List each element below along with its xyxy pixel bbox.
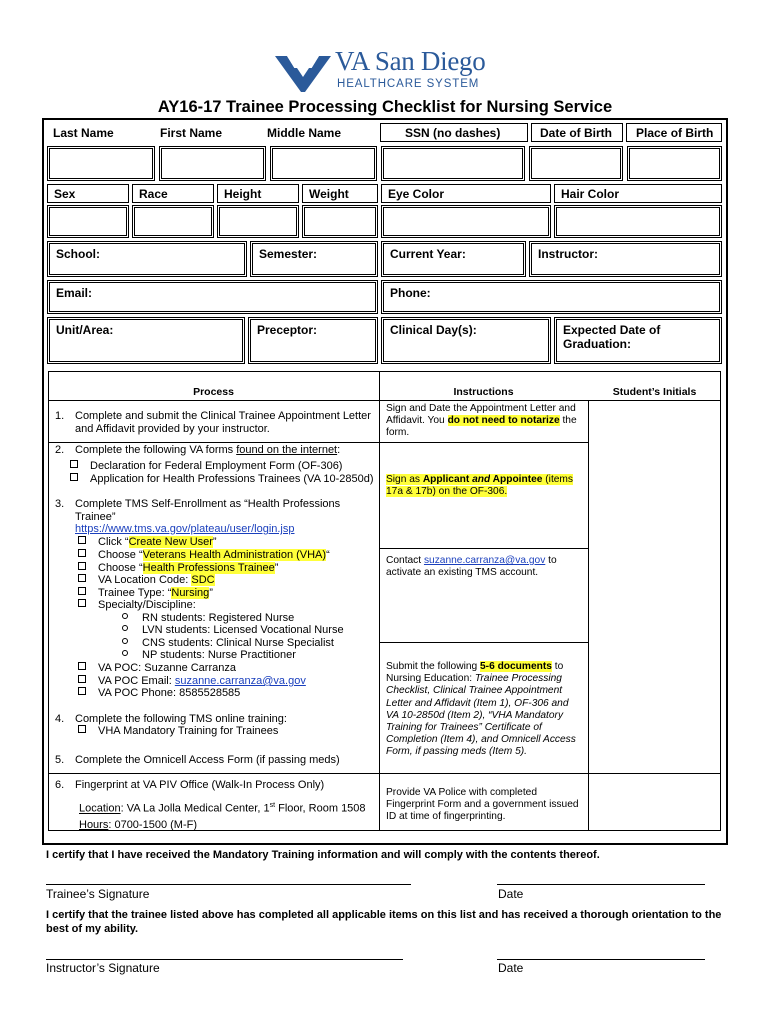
bullet-circle-icon [122,625,128,631]
org-subtitle: HEALTHCARE SYSTEM [337,78,480,90]
step-3-checklist-item [78,574,215,587]
step-1-text: Complete and submit the Clinical Trainee Appointment Letter and Affidavit provided by your instructor. [75,410,371,435]
last-name-label: Last Name [53,126,114,140]
clinical-days-field[interactable] [381,317,551,364]
checkbox-icon[interactable] [78,549,86,557]
step-2-text [75,444,375,457]
instruction-4-mid: to Nursing Education: [386,661,564,685]
step-3-checklist-item [78,536,217,549]
instructor-date-line[interactable] [497,959,705,960]
height-label: Height [224,187,262,201]
instruction-2-end: (items 17a & 17b) on the OF-306. [386,474,574,498]
sex-field[interactable] [47,205,129,238]
instructions-column-header: Instructions [453,386,514,398]
location-code-pre: VA Location Code: [98,574,192,586]
poc-email-link[interactable]: suzanne.carranza@va.gov [174,675,306,687]
checkbox-icon[interactable] [78,599,86,607]
unit-area-field[interactable] [47,317,245,364]
instructor-signature-line[interactable] [46,959,403,960]
checkbox-icon[interactable] [78,574,86,582]
process-column-header: Process [193,386,234,398]
last-name-field[interactable] [47,146,155,181]
np-text: NP students: Nurse Practitioner [142,649,296,661]
of-306-item: Declaration for Federal Employment Form (OF-306) [90,460,343,472]
step-2-post: : [337,444,341,456]
clinical-days-label: Clinical Day(s): [390,323,477,337]
first-name-field[interactable] [159,146,266,181]
documents-count-text: 5-6 documents [480,661,552,672]
hours-label: Hours [79,819,109,831]
table-divider [379,642,588,643]
step-number: 3. [55,498,65,510]
instructor-signature-label: Instructor’s Signature [46,961,160,975]
location-text: : VA La Jolla Medical Center, 1 [120,802,270,815]
choose-post: “ [326,549,330,561]
middle-name-label: Middle Name [267,126,342,140]
trainee-type-text: Nursing [171,587,210,599]
instructor-certification: I certify that the trainee listed above has completed all applicable items on this list and has received a thorough orientation to the best of my ability. [46,909,722,935]
checkbox-icon[interactable] [70,460,78,468]
vha-training-text: VHA Mandatory Training for Trainees [98,725,279,737]
phone-field[interactable] [381,280,722,314]
weight-header [302,184,378,203]
poc-phone-text: VA POC Phone: 8585528585 [98,687,241,699]
click-pre: Click “ [98,536,129,548]
va-emblem-icon [273,50,333,94]
and-text: and [472,474,491,485]
dob-field[interactable] [529,146,623,181]
checkbox-icon[interactable] [78,687,86,695]
instruction-1-text: Sign and Date the Appointment Letter and Affidavit. You [386,403,576,427]
instruction-3-end: to activate an existing TMS account. [386,555,557,579]
weight-label: Weight [309,187,349,201]
instruction-5: Provide VA Police with completed Fingerprint Form and a government issued ID at time of fingerprinting. [386,787,579,823]
bullet-circle-icon [122,613,128,619]
step-number: 6. [55,779,65,791]
checkbox-icon[interactable] [70,473,78,481]
graduation-date-field[interactable] [554,317,722,364]
height-header [217,184,299,203]
instructor-date-label: Date [498,961,524,975]
bullet-circle-icon [122,638,128,644]
table-divider [379,371,380,831]
step-2-pre: Complete the following VA forms [75,444,237,456]
phone-label: Phone: [390,286,431,300]
step-4-checklist-item [78,725,278,738]
first-name-label: First Name [160,126,223,140]
vha-text: Veterans Health Administration (VHA) [142,549,327,561]
step-5-text: Complete the Omnicell Access Form (if passing meds) [75,754,340,766]
rn-text: RN students: Registered Nurse [142,612,295,624]
student-initials-cell[interactable] [589,774,720,830]
step-3-checklist-item [78,549,330,562]
document-title: AY16-17 Trainee Processing Checklist for Nursing Service [157,98,613,116]
checkbox-icon[interactable] [78,536,86,544]
pob-header [626,123,722,142]
no-notarize-text: do not need to notarize [447,415,560,427]
step-3-text: Complete TMS Self-Enrollment as “Health Professions Trainee” [75,498,341,523]
school-field[interactable] [47,241,247,277]
step-3-checklist-item [78,662,236,675]
choose-pre: Choose “ [98,549,143,561]
piv-hours [79,819,379,832]
poc-email-pre: VA POC Email: [98,675,175,687]
eye-color-label: Eye Color [388,187,445,201]
step-6-text: Fingerprint at VA PIV Office (Walk-In Process Only) [75,779,325,791]
step-2-checklist-item [70,460,380,473]
documents-list-text: Trainee Processing Checklist, Clinical Trainee Appointment Letter and Affidavit (Item 1), OF-306 and VA 10-2850d (Item 2), “VHA Mandatory Training for Trainees” Certificate of Completion (Item 4), and Omnicell Access Form, if passing meds (Item 5). [386,673,576,758]
choose-pre: Choose “ [98,562,143,574]
instruction-4 [386,661,582,759]
step-number: 4. [55,713,65,725]
checkbox-icon[interactable] [78,725,86,733]
instructor-label: Instructor: [538,247,598,261]
hair-color-header [554,184,722,203]
step-number: 5. [55,754,65,766]
instruction-1 [386,403,582,440]
middle-name-field[interactable] [270,146,377,181]
pob-label: Place of Birth [636,126,714,140]
specialty-subitem [122,649,296,662]
trainee-type-post: ” [209,587,213,599]
instruction-4-text: Submit the following [386,661,481,672]
current-year-field[interactable] [381,241,526,277]
trainee-certification: I certify that I have received the Mandatory Training information and will comply with the contents thereof. [46,849,600,861]
race-header [132,184,214,203]
va-10-2850d-item: Application for Health Professions Trainees (VA 10-2850d) [90,473,374,485]
location-code-text: SDC [191,574,215,586]
school-label: School: [56,247,100,261]
trainee-date-line[interactable] [497,884,705,885]
checkbox-icon[interactable] [78,562,86,570]
trainee-date-label: Date [498,887,524,901]
click-post: ” [212,536,217,548]
weight-field[interactable] [302,205,378,238]
eye-color-field[interactable] [381,205,551,238]
trainee-signature-label: Trainee’s Signature [46,887,150,901]
bullet-circle-icon [122,650,128,656]
hours-text: : 0700-1500 (M-F) [108,819,197,831]
preceptor-field[interactable] [248,317,378,364]
race-field[interactable] [132,205,214,238]
pob-field[interactable] [627,146,722,181]
current-year-label: Current Year: [390,247,466,261]
trainee-type-pre: Trainee Type: “ [98,587,172,599]
step-3-checklist-item [78,599,196,612]
appointee-text: Appointee [490,474,543,485]
instruction-3 [386,555,582,579]
instruction-2 [386,474,582,498]
forms-link[interactable]: found on the internet [236,444,338,456]
choose-post: ” [274,562,279,574]
va-logo [273,46,501,94]
instructor-field[interactable] [529,241,722,277]
unit-area-label: Unit/Area: [56,323,114,337]
ssn-header [380,123,528,142]
piv-location [79,799,379,816]
tms-login-link[interactable]: https://www.tms.va.gov/plateau/user/login.jsp [75,523,295,535]
sex-header [47,184,129,203]
dob-header [531,123,623,142]
org-name: VA San Diego [335,46,486,76]
step-4-text: Complete the following TMS online training: [75,713,287,725]
semester-field[interactable] [250,241,378,277]
email-field[interactable] [47,280,378,314]
preceptor-label: Preceptor: [257,323,318,337]
initials-column-header: Student’s Initials [612,386,697,398]
lvn-text: LVN students: Licensed Vocational Nurse [142,624,344,636]
table-divider [48,442,588,443]
poc-text: VA POC: Suzanne Carranza [98,662,236,674]
location-label: Location [79,802,121,815]
student-initials-cell[interactable] [589,401,720,772]
email-label: Email: [56,286,93,300]
step-3-checklist-item [78,687,240,700]
contact-email-link[interactable]: suzanne.carranza@va.gov [423,555,546,566]
dob-label: Date of Birth [540,126,612,140]
location-text-end: Floor, Room 1508 [275,802,366,815]
create-new-user-text: Create New User [128,536,213,548]
checkbox-icon[interactable] [78,662,86,670]
eye-color-header [381,184,551,203]
instruction-3-text: Contact [386,555,424,566]
step-number: 1. [55,410,65,422]
location-sup: st [269,802,276,809]
race-label: Race [139,187,168,201]
step-2-checklist-item [70,473,380,486]
graduation-date-label: Expected Date of Graduation: [563,323,661,351]
trainee-signature-line[interactable] [46,884,411,885]
table-divider [379,548,588,549]
height-field[interactable] [217,205,299,238]
specialty-subitem [122,624,344,637]
step-number: 2. [55,444,65,456]
ssn-label: SSN (no dashes) [405,126,501,140]
hair-color-field[interactable] [554,205,722,238]
specialty-text: Specialty/Discipline: [98,599,196,611]
hair-color-label: Hair Color [561,187,620,201]
checkbox-icon[interactable] [78,587,86,595]
instruction-2-text: Sign as [386,474,423,485]
instruction-1-end: the form. [386,415,577,439]
checkbox-icon[interactable] [78,675,86,683]
ssn-field[interactable] [381,146,525,181]
sex-label: Sex [54,187,76,201]
hpt-text: Health Professions Trainee [142,562,275,574]
cns-text: CNS students: Clinical Nurse Specialist [142,637,334,649]
applicant-text: Applicant [422,474,473,485]
semester-label: Semester: [259,247,318,261]
